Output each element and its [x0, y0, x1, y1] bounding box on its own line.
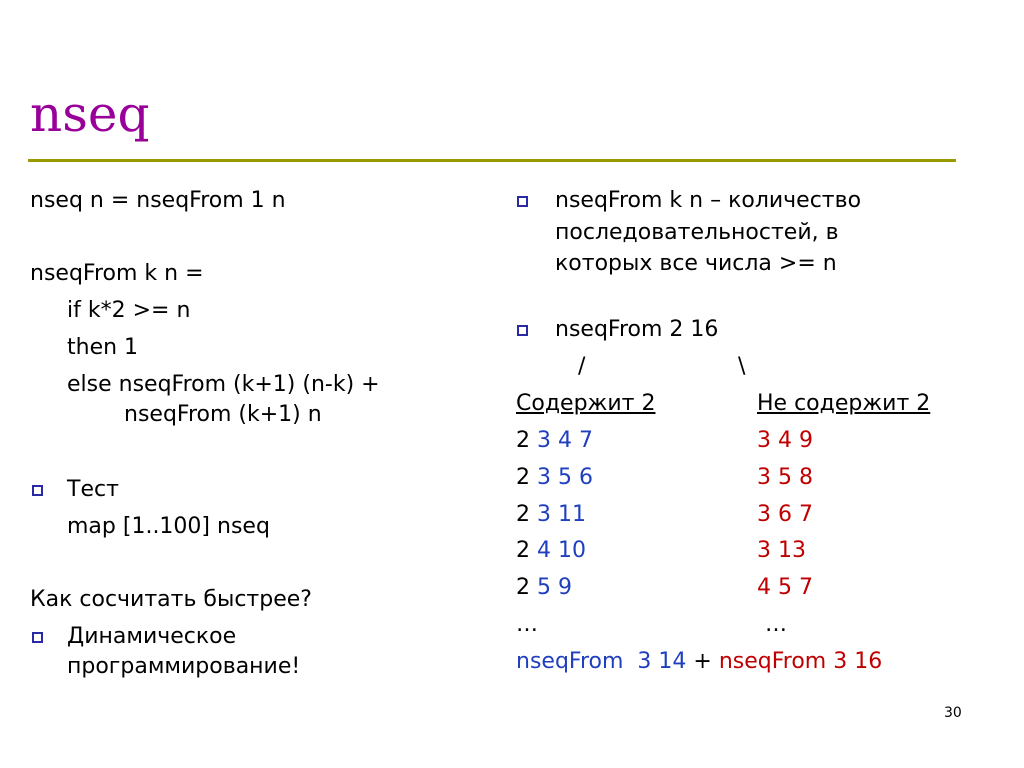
description-line-3: которых все числа >= n [555, 251, 837, 276]
test-bullet-text: Тест [67, 477, 119, 502]
example-call: nseqFrom 2 16 [555, 317, 719, 342]
contains-row-first: 2 [516, 428, 530, 453]
square-bullet-icon [517, 325, 528, 336]
code-then-line: then 1 [67, 335, 139, 360]
title-divider [28, 159, 956, 162]
nseq-definition: nseq n = nseqFrom 1 n [30, 188, 286, 213]
code-if-line: if k*2 >= n [67, 298, 191, 323]
description-line-2: последовательностей, в [555, 220, 839, 245]
sum-plus-sign: + [693, 649, 712, 674]
contains-row-first: 2 [516, 575, 530, 600]
not-contains-row: 4 5 7 [757, 575, 813, 600]
question-text: Как сосчитать быстрее? [30, 587, 312, 612]
page-number: 30 [944, 705, 962, 721]
contains-row-rest: 3 11 [537, 502, 586, 527]
not-contains-row: 3 4 9 [757, 428, 813, 453]
code-continuation-line: nseqFrom (k+1) n [124, 402, 322, 427]
contains-row-first: 2 [516, 538, 530, 563]
contains-header: Содержит 2 [516, 391, 656, 416]
branch-left-slash: / [578, 354, 586, 379]
code-else-line: else nseqFrom (k+1) (n-k) + [67, 372, 380, 397]
sum-expression [516, 647, 882, 677]
contains-row [516, 426, 593, 456]
ellipsis-right: … [765, 612, 787, 637]
square-bullet-icon [32, 632, 43, 643]
not-contains-row: 3 6 7 [757, 502, 813, 527]
sum-right-term: nseqFrom 3 16 [718, 649, 883, 674]
contains-row-rest: 5 9 [537, 575, 572, 600]
ellipsis-left: … [516, 612, 538, 637]
slide-title: nseq [30, 85, 150, 143]
contains-row [516, 573, 572, 603]
not-contains-row: 3 5 8 [757, 465, 813, 490]
nseqfrom-definition: nseqFrom k n = [30, 261, 204, 286]
description-line-1: nseqFrom k n – количество [555, 188, 862, 213]
answer-line-2: программирование! [67, 654, 301, 679]
answer-line-1: Динамическое [67, 624, 237, 649]
contains-row-rest: 4 10 [537, 538, 586, 563]
branch-right-slash: \ [738, 354, 746, 379]
contains-row [516, 536, 586, 566]
contains-row [516, 500, 586, 530]
test-code-line: map [1..100] nseq [67, 514, 270, 539]
not-contains-header: Не содержит 2 [757, 391, 931, 416]
square-bullet-icon [32, 485, 43, 496]
contains-row-first: 2 [516, 465, 530, 490]
contains-row-first: 2 [516, 502, 530, 527]
contains-row [516, 463, 593, 493]
not-contains-row: 3 13 [757, 538, 806, 563]
contains-row-rest: 3 5 6 [537, 465, 593, 490]
contains-row-rest: 3 4 7 [537, 428, 593, 453]
sum-left-term: nseqFrom 3 14 [516, 649, 687, 674]
square-bullet-icon [517, 196, 528, 207]
